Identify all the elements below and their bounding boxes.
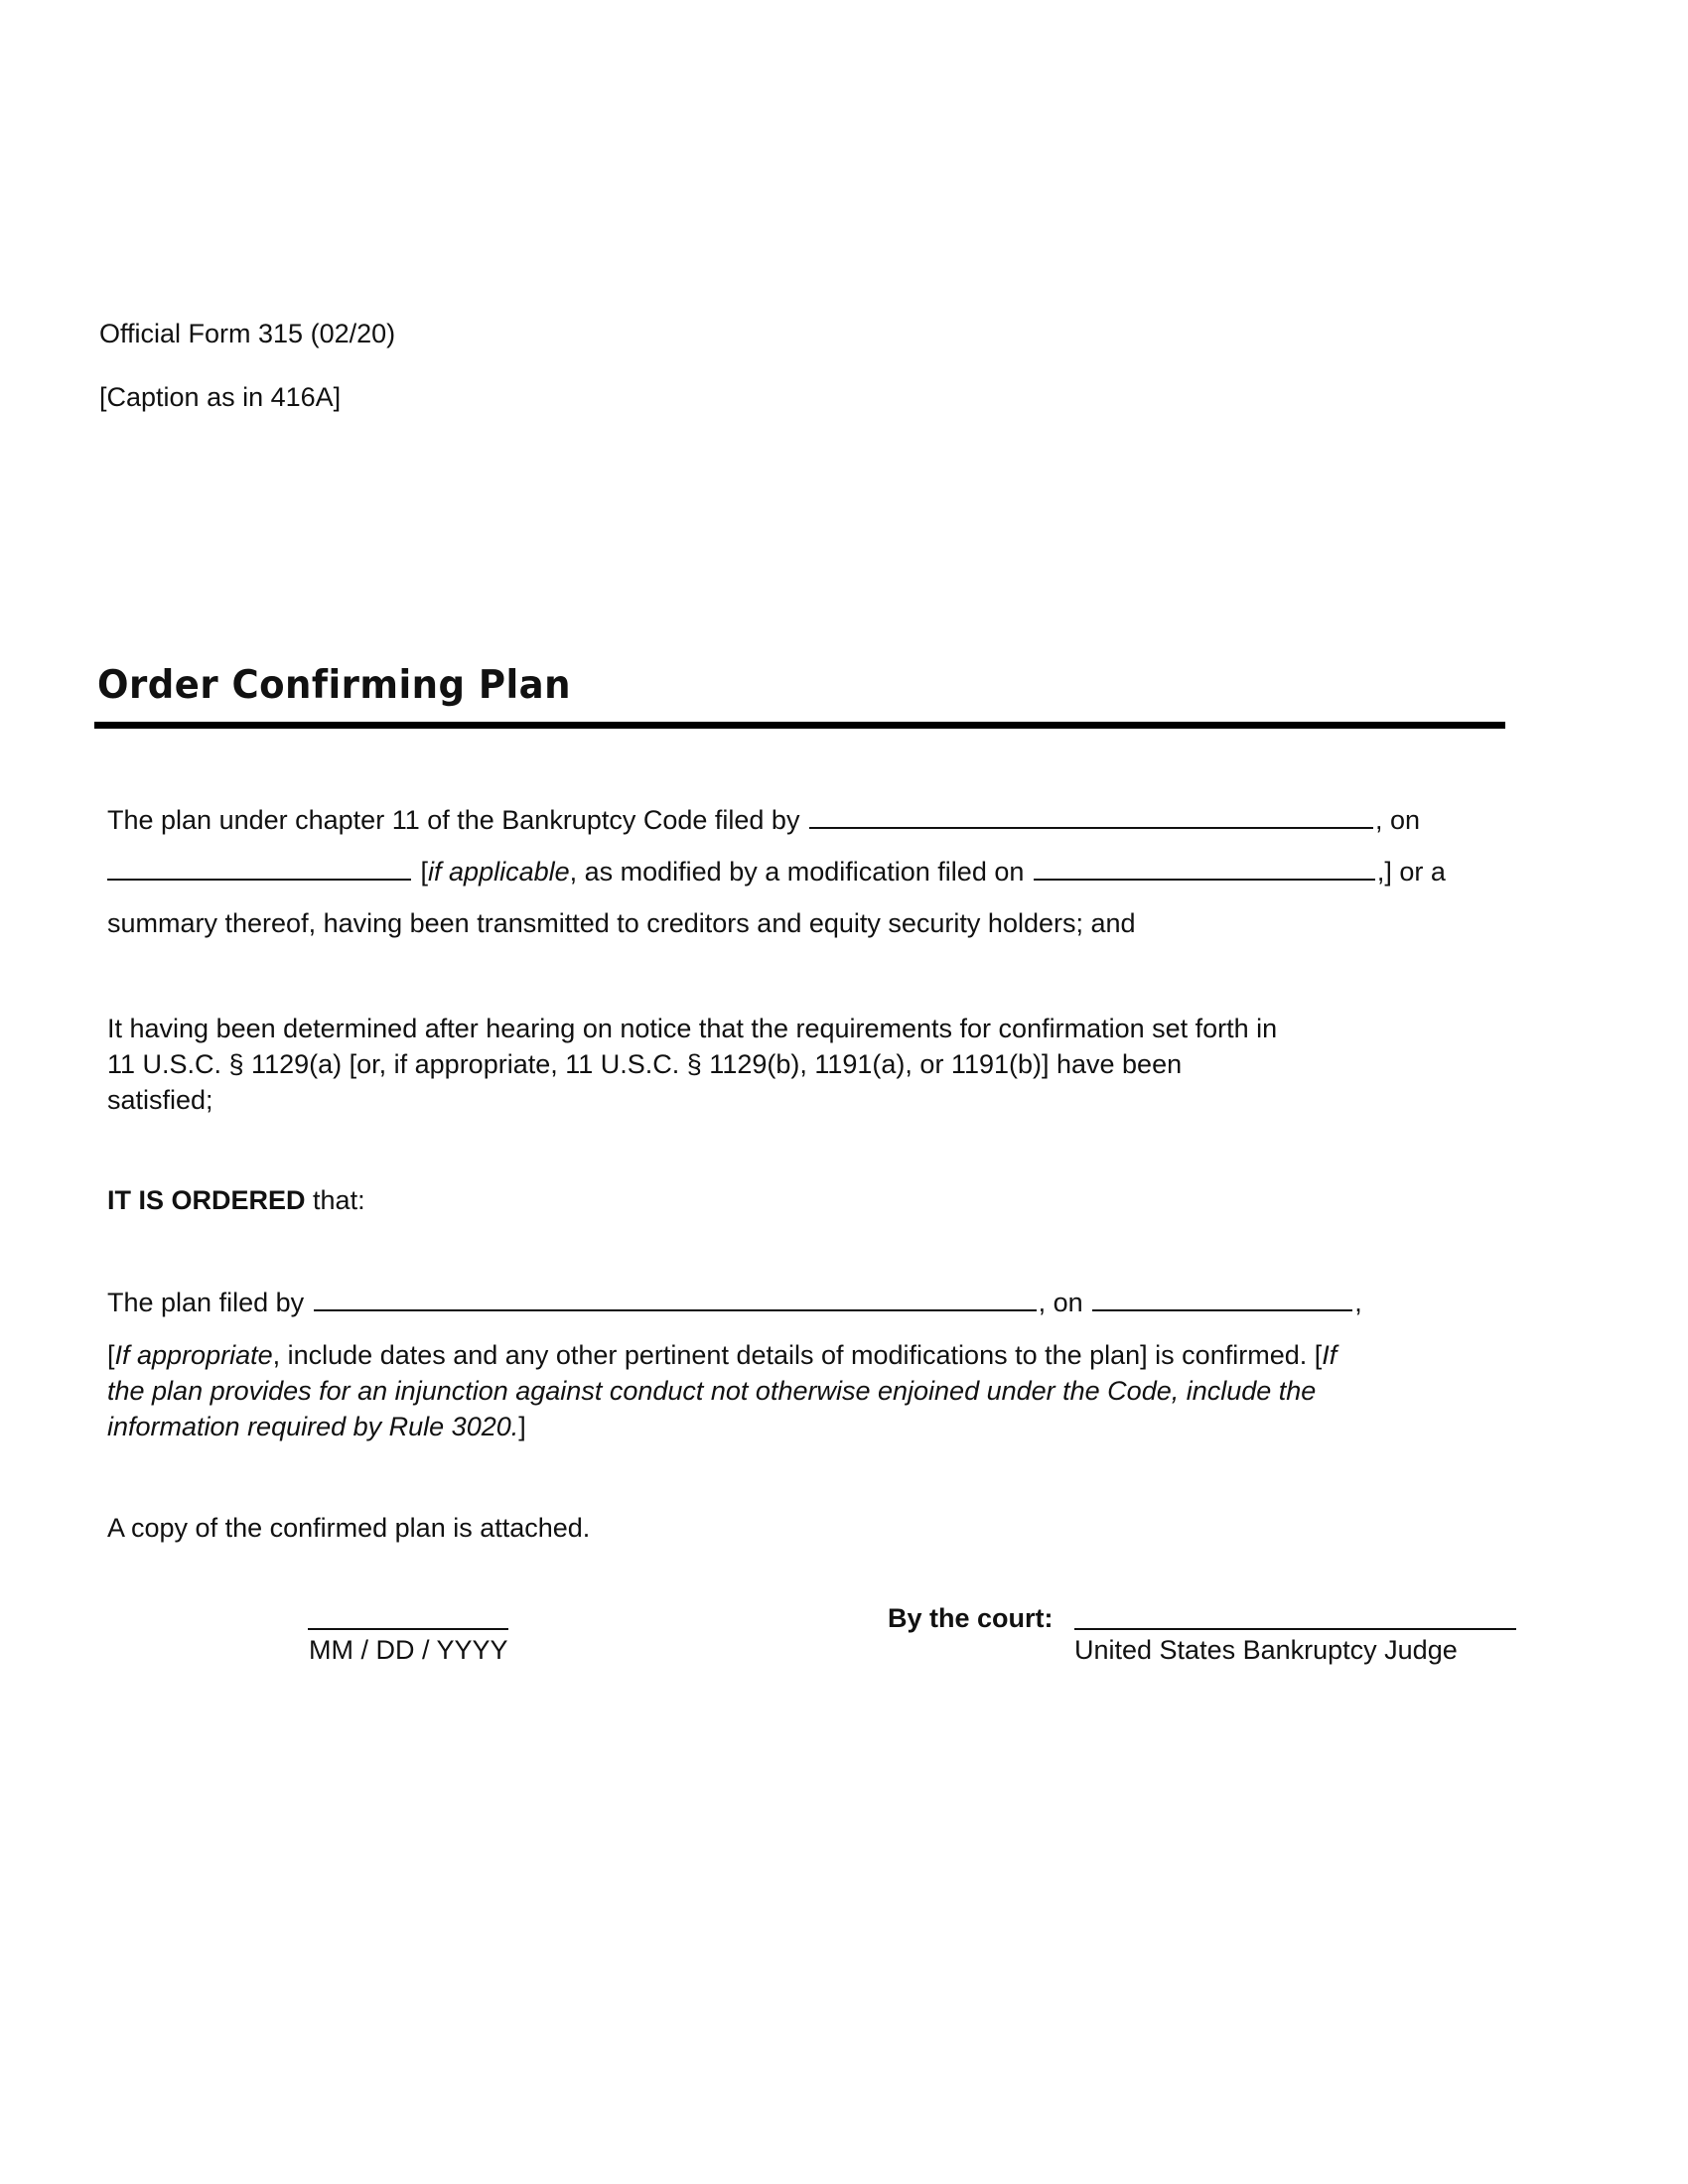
form-id: Official Form 315 (02/20) xyxy=(99,319,396,348)
bracket-close: ] xyxy=(518,1412,526,1441)
plan-filed-by-text: The plan filed by xyxy=(107,1288,305,1317)
on-text: , on xyxy=(1038,1288,1083,1317)
modification-date-blank[interactable] xyxy=(1034,857,1375,881)
judge-signature-line[interactable] xyxy=(1074,1628,1516,1630)
title-rule xyxy=(94,722,1505,729)
ordered-line xyxy=(107,1184,365,1216)
para2-line3: satisfied; xyxy=(107,1085,213,1115)
filed-by-blank[interactable] xyxy=(809,805,1373,829)
filed-on-date-blank[interactable] xyxy=(107,857,411,881)
para3-line4 xyxy=(107,1411,526,1442)
if-text: If xyxy=(1322,1340,1337,1370)
para4: A copy of the confirmed plan is attached. xyxy=(107,1513,591,1543)
bracket-open: [ xyxy=(420,857,429,887)
date-signature-line[interactable] xyxy=(308,1628,508,1630)
if-appropriate-text: If appropriate xyxy=(114,1340,273,1370)
para1-line3: summary thereof, having been transmitted to creditors and equity security holders; and xyxy=(107,908,1136,938)
bracket-open: [ xyxy=(107,1340,115,1370)
page-title: Order Confirming Plan xyxy=(97,663,572,708)
or-a-text: ,] or a xyxy=(1376,857,1446,887)
caption-note: [Caption as in 416A] xyxy=(99,382,342,412)
injunction-text: the plan provides for an injunction against conduct not otherwise enjoined under the Code, include the xyxy=(107,1376,1317,1406)
plan-date-blank[interactable] xyxy=(1092,1288,1352,1311)
para3-line3 xyxy=(107,1375,1316,1407)
ordered-rest: that: xyxy=(305,1185,365,1215)
para1-text: The plan under chapter 11 of the Bankruptcy Code filed by xyxy=(107,805,800,835)
para1-line1 xyxy=(107,804,1420,836)
date-format-label: MM / DD / YYYY xyxy=(309,1635,508,1665)
para3-line2 xyxy=(107,1339,1336,1371)
para3-line1 xyxy=(107,1287,1362,1318)
para3-text: , include dates and any other pertinent details of modifications to the plan] is confirmed. [ xyxy=(272,1340,1323,1370)
para2-line2: 11 U.S.C. § 1129(a) [or, if appropriate, 11 U.S.C. § 1129(b), 1191(a), or 1191(b)] have been xyxy=(107,1049,1183,1079)
para1-line2 xyxy=(107,856,1446,887)
ordered-bold: IT IS ORDERED xyxy=(107,1185,306,1215)
modification-text: , as modified by a modification filed on xyxy=(569,857,1025,887)
comma: , xyxy=(1354,1288,1362,1317)
para2-line1: It having been determined after hearing on notice that the requirements for confirmation set forth in xyxy=(107,1014,1278,1043)
by-the-court-label: By the court: xyxy=(888,1603,1054,1633)
rule-3020-text: information required by Rule 3020. xyxy=(107,1412,519,1441)
plan-filed-by-blank[interactable] xyxy=(314,1288,1037,1311)
judge-label: United States Bankruptcy Judge xyxy=(1074,1635,1458,1665)
if-applicable-text: if applicable xyxy=(428,857,570,887)
para1-on: , on xyxy=(1374,805,1421,835)
